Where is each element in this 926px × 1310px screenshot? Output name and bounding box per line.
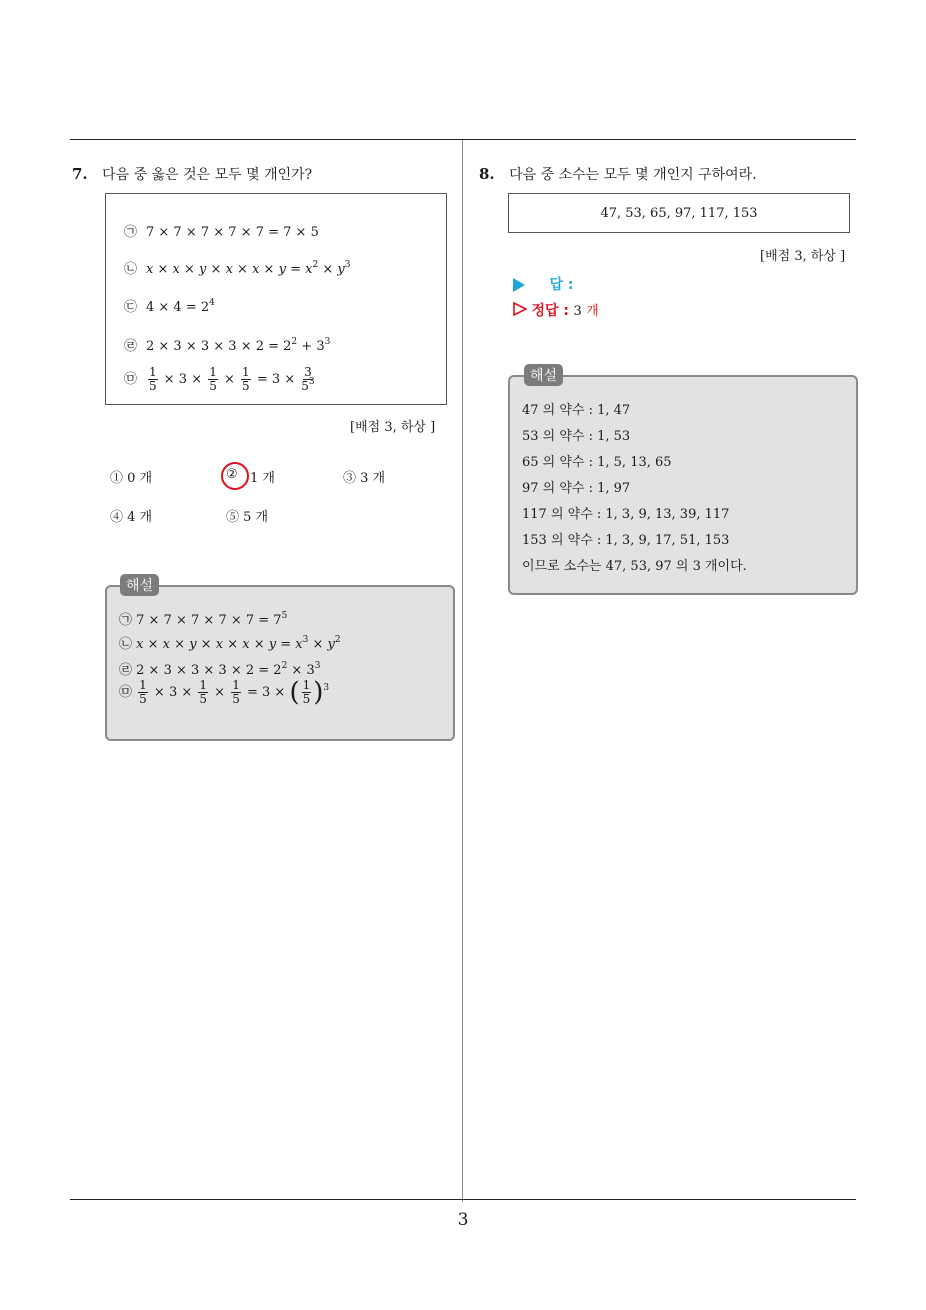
column-divider <box>462 140 463 1202</box>
option-5[interactable]: ⑤ 5 개 <box>226 510 269 525</box>
answer-label: 답 : <box>549 277 574 293</box>
answer-row <box>513 274 573 294</box>
explanation-line-4: 97 의 약수 : 1, 97 <box>522 481 631 496</box>
page-number: 3 <box>457 1210 469 1230</box>
outline-arrow-icon <box>513 302 527 320</box>
explanation-line-2: ㉡ $x \times x \times y \times x \times x \times y = x^3 \times y^2$ <box>119 635 341 652</box>
score-label: [배점 3, 하상 ] <box>760 249 846 264</box>
numbers-list: 47, 53, 65, 97, 117, 153 <box>600 205 758 221</box>
option-3[interactable]: ③ 3 개 <box>343 471 386 486</box>
explanation-tag-q7: 해설 <box>120 574 159 596</box>
question-8-header <box>479 164 757 184</box>
selected-answer-circle <box>221 462 249 490</box>
explanation-line-3: ㉣ $2 \times 3 \times 3 \times 3 \times 2 = 2^2 \times 3^3$ <box>119 661 321 678</box>
explanation-line-2: 53 의 약수 : 1, 53 <box>522 429 631 444</box>
statements-box <box>105 193 447 405</box>
explanation-box-q8 <box>508 375 858 595</box>
statement-5: ㉤ $\frac{1}{5}$ × 3 × $\frac{1}{5}$ × $\frac{1}{5}$ = 3 × $\frac{3}{5^3}$ <box>124 365 315 393</box>
correct-unit: 개 <box>586 304 599 319</box>
option-2-label[interactable]: 1 개 <box>250 471 275 486</box>
top-rule <box>70 139 856 140</box>
explanation-line-1: 47 의 약수 : 1, 47 <box>522 403 631 418</box>
explanation-box-q7 <box>105 585 455 741</box>
question-text: 다음 중 소수는 모두 몇 개인지 구하여라. <box>509 167 757 183</box>
option-1[interactable]: ① 0 개 <box>110 471 153 486</box>
correct-label: 정답 : <box>531 303 569 319</box>
bottom-rule <box>70 1199 856 1200</box>
play-arrow-icon <box>513 278 525 292</box>
question-7-header <box>72 164 312 184</box>
explanation-line-4: ㉤ $\frac{1}{5}$ × 3 × $\frac{1}{5}$ × $\frac{1}{5}$ = 3 × ( $\frac{1}{5}$ )$^3$ <box>119 677 330 708</box>
explanation-line-3: 65 의 약수 : 1, 5, 13, 65 <box>522 455 672 470</box>
statement-1: ㉠ 7 × 7 × 7 × 7 × 7 = 7 × 5 <box>124 225 319 240</box>
question-number: 7. <box>72 165 88 183</box>
statement-2: ㉡ $x \times x \times y \times x \times x \times y = x^2 \times y^3$ <box>124 260 351 277</box>
numbers-box <box>508 193 850 233</box>
explanation-line-7: 이므로 소수는 47, 53, 97 의 3 개이다. <box>522 559 747 574</box>
explanation-line-1: ㉠ $7 \times 7 \times 7 \times 7 \times 7 = 7^5$ <box>119 611 288 628</box>
correct-answer-row <box>513 300 599 320</box>
explanation-line-6: 153 의 약수 : 1, 3, 9, 17, 51, 153 <box>522 533 730 548</box>
explanation-tag-q8: 해설 <box>524 364 563 386</box>
option-4[interactable]: ④ 4 개 <box>110 510 153 525</box>
question-number: 8. <box>479 165 495 183</box>
score-label: [배점 3, 하상 ] <box>350 420 436 435</box>
correct-value: 3 <box>573 304 582 319</box>
option-2-marker[interactable]: ② <box>226 467 238 482</box>
explanation-line-5: 117 의 약수 : 1, 3, 9, 13, 39, 117 <box>522 507 730 522</box>
statement-4: ㉣ $2 \times 3 \times 3 \times 3 \times 2 = 2^2 + 3^3$ <box>124 337 331 354</box>
question-text: 다음 중 옳은 것은 모두 몇 개인가? <box>102 167 313 183</box>
statement-3: ㉢ $4 \times 4 = 2^4$ <box>124 298 215 315</box>
